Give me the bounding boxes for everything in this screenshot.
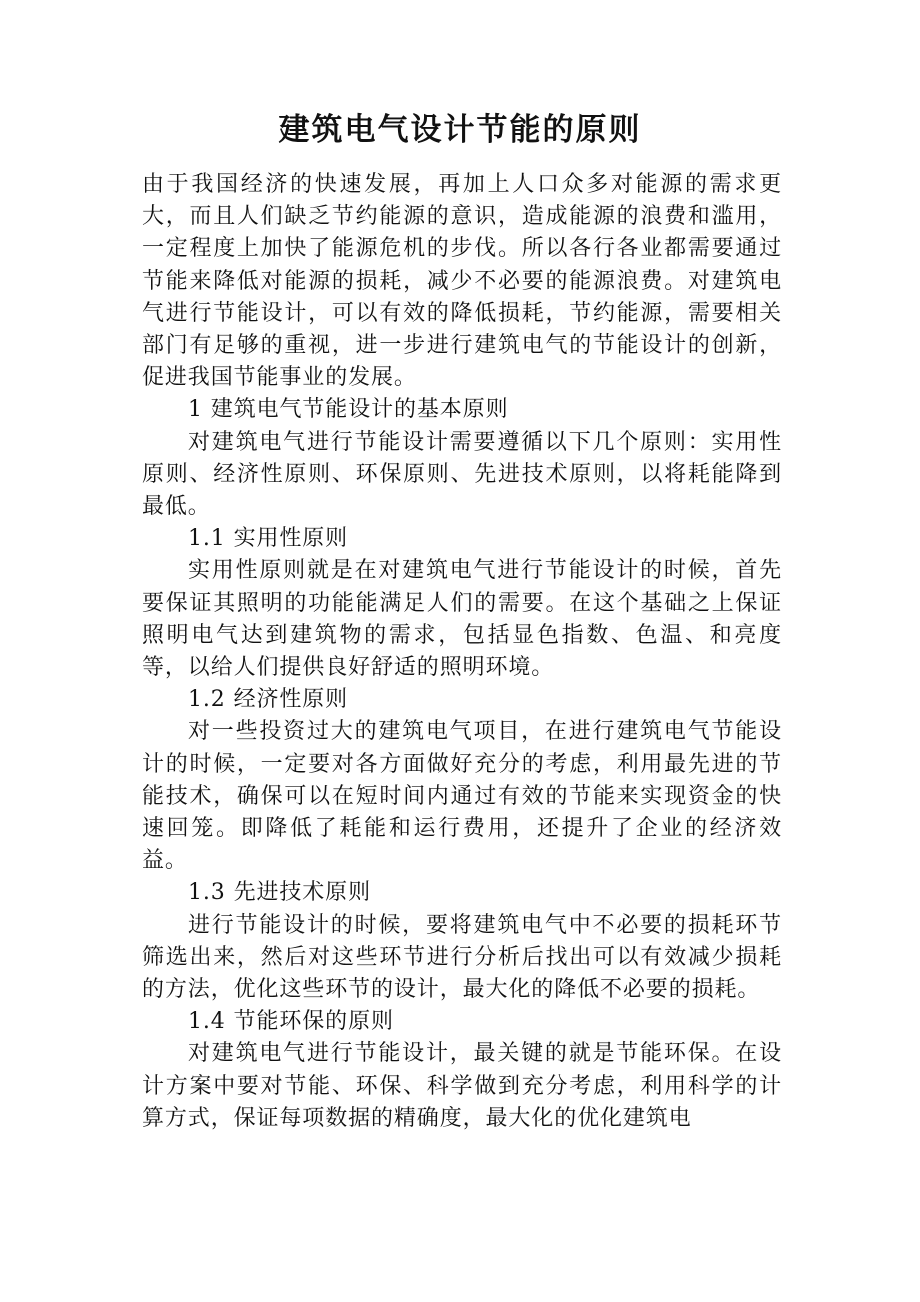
section-1-1-heading: 1.1 实用性原则: [188, 526, 349, 552]
section-1-4-paragraph: 对建筑电气进行节能设计，最关键的就是节能环保。在设计方案中要对节能、环保、科学做到充分考虑，利用科学的计算方式，保证每项数据的精确度，最大化的优化建筑电: [142, 1041, 782, 1131]
section-1-3-heading: 1.3 先进技术原则: [188, 880, 371, 906]
document-title: 建筑电气设计节能的原则: [278, 112, 642, 148]
section-1-2-paragraph: 对一些投资过大的建筑电气项目，在进行建筑电气节能设计的时候，一定要对各方面做好充分的考虑，利用最先进的节能技术，确保可以在短时间内通过有效的节能来实现资金的快速回笼。即降低了耗能和运行费用，还提升了企业的经济效益。: [142, 719, 782, 874]
section-1-2-heading: 1.2 经济性原则: [188, 687, 349, 713]
section-1-4-heading: 1.4 节能环保的原则: [188, 1009, 394, 1035]
section-1-1-paragraph: 实用性原则就是在对建筑电气进行节能设计的时候，首先要保证其照明的功能能满足人们的需要。在这个基础之上保证照明电气达到建筑物的需求，包括显色指数、色温、和亮度等，以给人们提供良好舒适的照明环境。: [142, 558, 782, 681]
document-body: [142, 169, 782, 1135]
section-1-3-paragraph: 进行节能设计的时候，要将建筑电气中不必要的损耗环节筛选出来，然后对这些环节进行分析后找出可以有效减少损耗的方法，优化这些环节的设计，最大化的降低不必要的损耗。: [142, 912, 782, 1003]
section-1-heading: 1 建筑电气节能设计的基本原则: [188, 397, 509, 423]
intro-paragraph: 由于我国经济的快速发展，再加上人口众多对能源的需求更大，而且人们缺乏节约能源的意识，造成能源的浪费和滥用，一定程度上加快了能源危机的步伐。所以各行各业都需要通过节能来降低对能源的损耗，减少不必要的能源浪费。对建筑电气进行节能设计，可以有效的降低损耗，节约能源，需要相关部门有足够的重视，进一步进行建筑电气的节能设计的创新，促进我国节能事业的发展。: [142, 172, 782, 391]
section-1-paragraph: 对建筑电气进行节能设计需要遵循以下几个原则：实用性原则、经济性原则、环保原则、先进技术原则，以将耗能降到最低。: [142, 429, 782, 520]
